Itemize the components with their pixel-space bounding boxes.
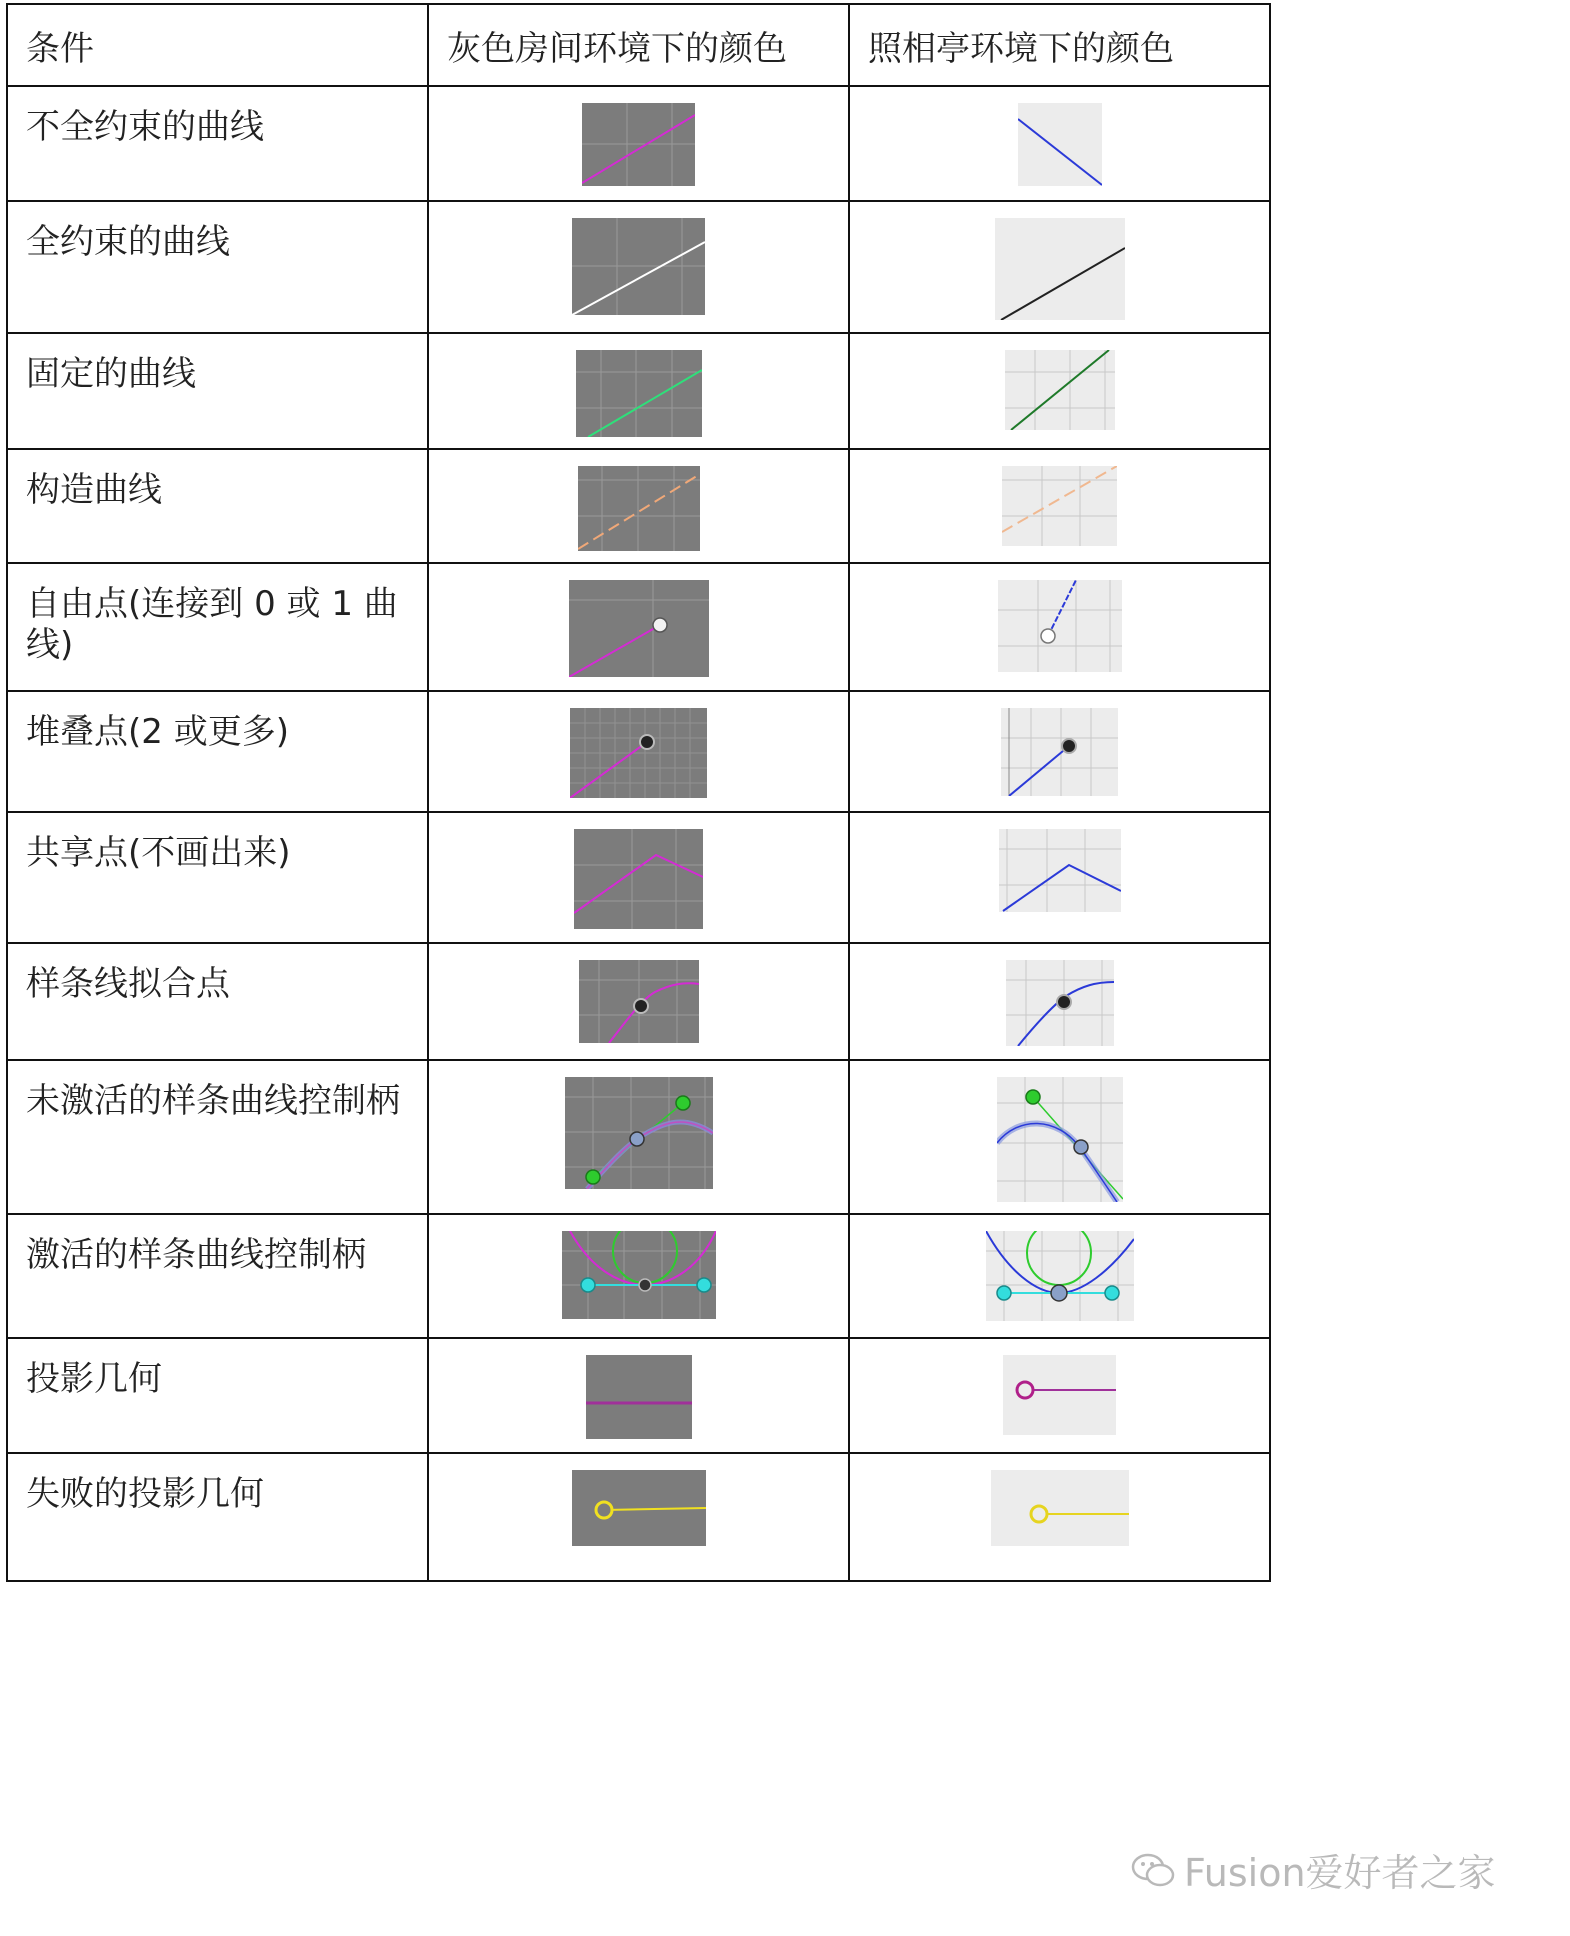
gray-room-swatch-cell [428,449,849,563]
table-row [7,563,1270,691]
spline-fit-point-photo-sample [1006,960,1114,1046]
failed-projection-photo-sample [991,1470,1129,1546]
spline-fit-point-gray-sample [579,960,699,1043]
photo-booth-swatch-cell [849,1453,1270,1581]
photo-booth-swatch-cell [849,1060,1270,1214]
photo-booth-swatch-cell [849,1338,1270,1453]
free-point-gray-sample [569,580,709,677]
condition-label: 固定的曲线 [7,333,428,449]
gray-room-swatch-cell [428,1060,849,1214]
watermark [1130,1842,1496,1897]
shared-point-gray-sample [574,829,703,929]
condition-label: 投影几何 [7,1338,428,1453]
condition-label: 共享点(不画出来) [7,812,428,943]
photo-booth-swatch-cell [849,1214,1270,1338]
condition-label: 堆叠点(2 或更多) [7,691,428,812]
header-condition: 条件 [7,4,428,86]
gray-room-swatch-cell [428,691,849,812]
gray-room-swatch-cell [428,86,849,201]
gray-room-swatch-cell [428,1453,849,1581]
gray-room-swatch-cell [428,563,849,691]
active-spline-handle-photo-sample [986,1231,1134,1321]
fully-constrained-curve-gray-sample [572,218,705,315]
projected-geometry-gray-sample [586,1355,692,1439]
table-row [7,449,1270,563]
photo-booth-swatch-cell [849,201,1270,333]
stacked-point-gray-sample [570,708,707,798]
table-row [7,1214,1270,1338]
condition-label: 样条线拟合点 [7,943,428,1060]
gray-room-swatch-cell [428,812,849,943]
table-row [7,943,1270,1060]
header-row [7,4,1270,86]
wechat-icon [1130,1851,1176,1889]
underconstrained-curve-gray-sample [582,103,695,186]
shared-point-photo-sample [999,829,1121,912]
table-row [7,1453,1270,1581]
photo-booth-swatch-cell [849,691,1270,812]
photo-booth-swatch-cell [849,563,1270,691]
photo-booth-swatch-cell [849,943,1270,1060]
photo-booth-swatch-cell [849,449,1270,563]
active-spline-handle-gray-sample [562,1231,716,1319]
table-row [7,1060,1270,1214]
table-row [7,201,1270,333]
legend-table [6,3,1271,1582]
projected-geometry-photo-sample [1003,1355,1116,1435]
condition-label: 激活的样条曲线控制柄 [7,1214,428,1338]
inactive-spline-handle-gray-sample [565,1077,713,1189]
construction-curve-gray-sample [578,466,700,551]
condition-label: 失败的投影几何 [7,1453,428,1581]
fixed-curve-gray-sample [576,350,702,437]
gray-room-swatch-cell [428,943,849,1060]
header-photo-booth: 照相亭环境下的颜色 [849,4,1270,86]
condition-label: 不全约束的曲线 [7,86,428,201]
condition-label: 自由点(连接到 0 或 1 曲线) [7,563,428,691]
gray-room-swatch-cell [428,1338,849,1453]
photo-booth-swatch-cell [849,86,1270,201]
condition-label: 构造曲线 [7,449,428,563]
table-row [7,1338,1270,1453]
gray-room-swatch-cell [428,201,849,333]
table-row [7,691,1270,812]
gray-room-swatch-cell [428,333,849,449]
fixed-curve-photo-sample [1005,350,1115,430]
stacked-point-photo-sample [1001,708,1118,796]
condition-label: 未激活的样条曲线控制柄 [7,1060,428,1214]
table-row [7,812,1270,943]
table-row [7,333,1270,449]
inactive-spline-handle-photo-sample [997,1077,1123,1202]
condition-label: 全约束的曲线 [7,201,428,333]
underconstrained-curve-photo-sample [1018,103,1102,186]
table-row [7,86,1270,201]
header-gray-room: 灰色房间环境下的颜色 [428,4,849,86]
free-point-photo-sample [998,580,1122,672]
photo-booth-swatch-cell [849,812,1270,943]
failed-projection-gray-sample [572,1470,706,1546]
fully-constrained-curve-photo-sample [995,218,1125,320]
gray-room-swatch-cell [428,1214,849,1338]
photo-booth-swatch-cell [849,333,1270,449]
watermark-text: Fusion爱好者之家 [1184,1851,1496,1895]
construction-curve-photo-sample [1002,466,1117,546]
